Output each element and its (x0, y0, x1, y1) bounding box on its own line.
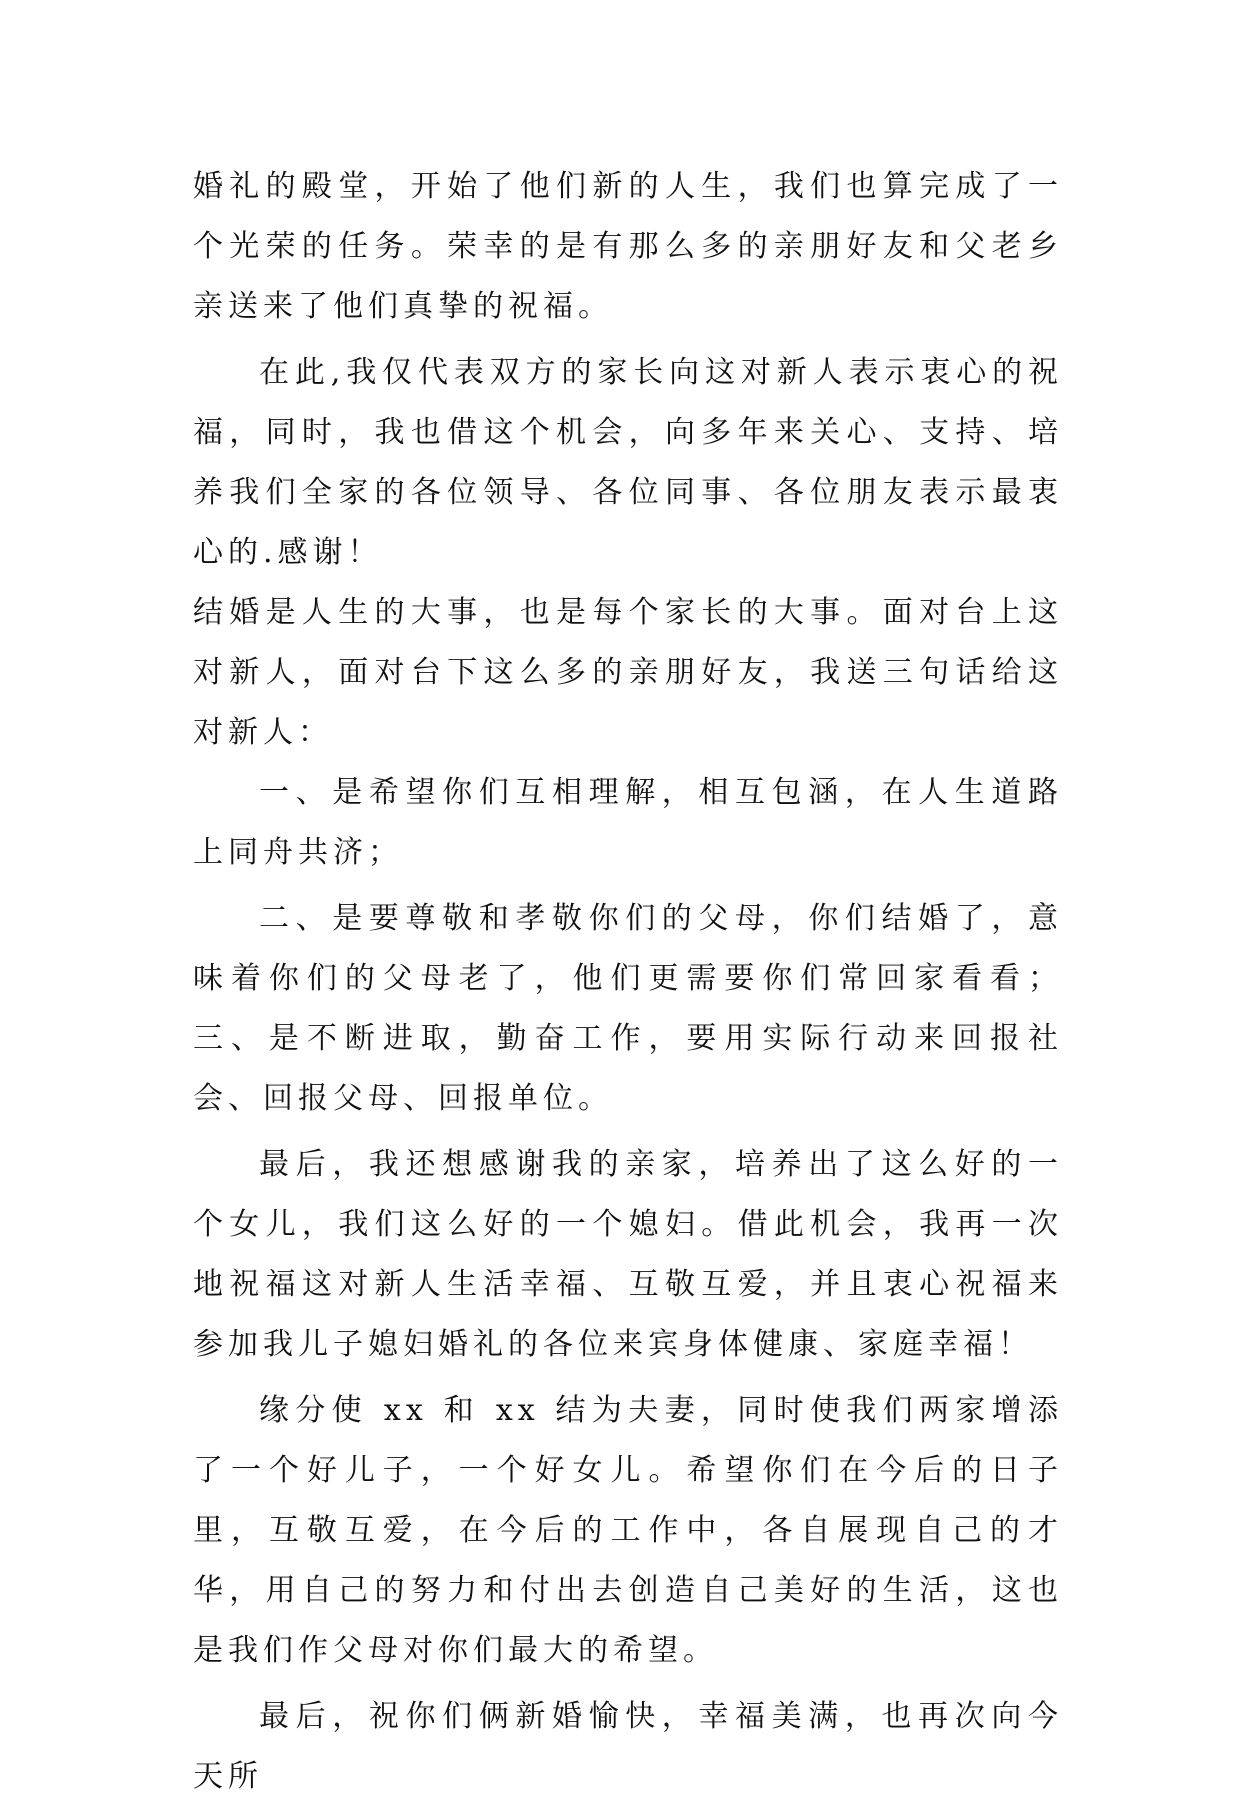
paragraph-point-two-three: 二、是要尊敬和孝敬你们的父母，你们结婚了，意味着你们的父母老了，他们更需要你们常回家看看；三、是不断进取，勤奋工作，要用实际行动来回报社会、回报父母、回报单位。 (193, 901, 1063, 1116)
paragraph-thanks: 在此,我仅代表双方的家长向这对新人表示衷心的祝福，同时，我也借这个机会，向多年来关心、支持、培养我们全家的各位领导、各位同事、各位朋友表示最衷心的.感谢！ (193, 355, 1063, 570)
paragraph-in-laws: 最后，我还想感谢我的亲家，培养出了这么好的一个女儿，我们这么好的一个媳妇。借此机会，我再一次地祝福这对新人生活幸福、互敬互爱，并且衷心祝福来参加我儿子媳妇婚礼的各位来宾身体健康、家庭幸福！ (193, 1147, 1063, 1362)
paragraph-point-one: 一、是希望你们互相理解，相互包涵，在人生道路上同舟共济； (193, 775, 1063, 870)
paragraph-hopes: 缘分使 xx 和 xx 结为夫妻，同时使我们两家增添了一个好儿子，一个好女儿。希望你们在今后的日子里，互敬互爱，在今后的工作中，各自展现自己的才华，用自己的努力和付出去创造自己美好的生活，这也是我们作父母对你们最大的希望。 (193, 1393, 1063, 1668)
document-body (193, 157, 1063, 1807)
paragraph-closing: 最后，祝你们俩新婚愉快，幸福美满，也再次向今天所 (193, 1699, 1063, 1794)
paragraph-intro: 婚礼的殿堂，开始了他们新的人生，我们也算完成了一个光荣的任务。荣幸的是有那么多的亲朋好友和父老乡亲送来了他们真挚的祝福。 (193, 169, 1063, 324)
paragraph-three-words: 结婚是人生的大事，也是每个家长的大事。面对台上这对新人，面对台下这么多的亲朋好友，我送三句话给这对新人： (193, 595, 1063, 750)
